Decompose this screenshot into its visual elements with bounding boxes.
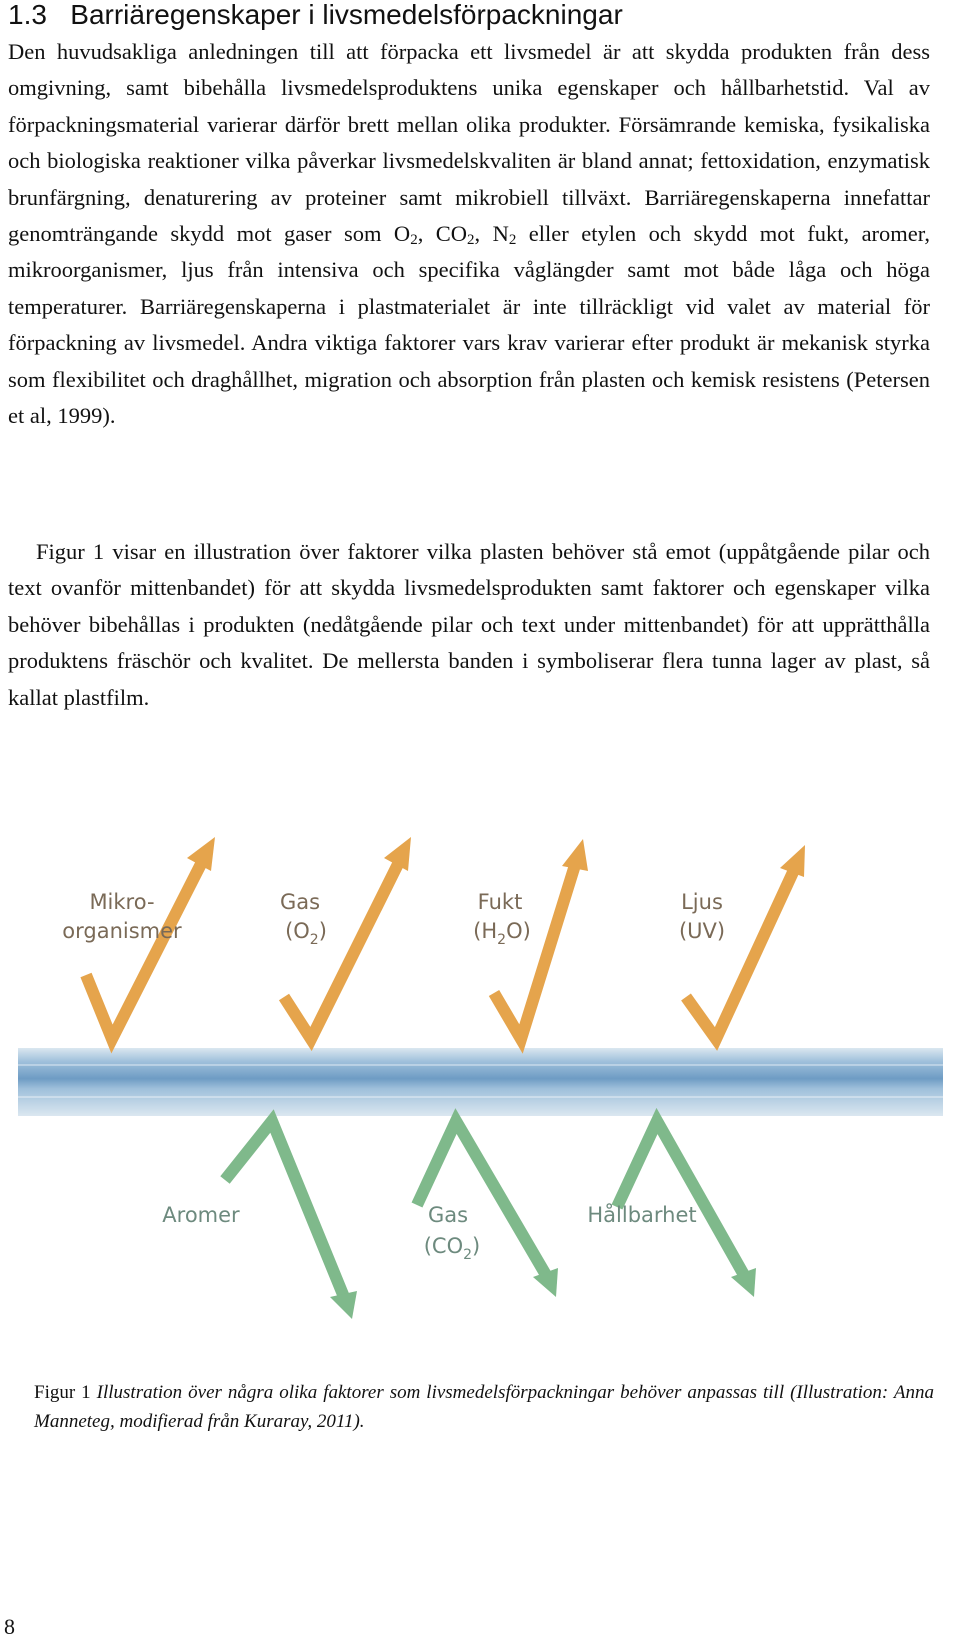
caption-label: Figur 1 bbox=[34, 1382, 91, 1403]
label-ljus-uv: Ljus bbox=[681, 890, 723, 914]
subscript: 2 bbox=[410, 232, 418, 249]
paragraph-text: eller etylen och skydd mot fukt, aromer, mikroorganismer, ljus från intensiva och specifika våglängder samt mot både låga och höga temperaturer. Barriäregenskaperna i plastmaterialet är inte tillräckligt vid valet av material för förpackning av livsmedel. Andra viktiga faktorer vars krav varierar efter produkt är mekanisk styrka som flexibilitet och draghållhet, migration och absorption från plasten och kemisk resistens (Petersen et al, 1999). bbox=[8, 221, 930, 429]
subscript: 2 bbox=[467, 232, 475, 249]
barrier-illustration bbox=[0, 825, 960, 1330]
section-heading bbox=[8, 0, 948, 32]
label-mikroorganismer: Mikro- bbox=[89, 890, 155, 914]
illustration-svg bbox=[0, 825, 960, 1330]
page-number: 8 bbox=[4, 1614, 15, 1639]
label-gas-co2: Gas bbox=[427, 1203, 469, 1227]
figure-caption bbox=[34, 1378, 934, 1436]
paragraph-text: , N bbox=[474, 221, 509, 247]
body-paragraph-2: Figur 1 visar en illustration över faktorer vilka plasten behöver stå emot (uppåtgående pilar och text ovanför mittenbandet) för att skydda livsmedelsprodukten samt faktorer och egenskaper vilka behöver bibehållas i produkten (nedåtgående pilar och text under mittenbandet) för att upprätthålla produktens fräschör och kvalitet. De mellersta banden i symboliserar flera tunna lager av plast, så kallat plastfilm. bbox=[8, 539, 930, 710]
paragraph-text: , CO bbox=[417, 221, 468, 247]
label-gas-co2-line2: $(CO_2)$ bbox=[423, 1234, 481, 1263]
label-fukt-h2o: Fukt bbox=[477, 890, 523, 914]
label-hallbarhet: Hållbarhet bbox=[587, 1203, 697, 1227]
arrow-gas-o2 bbox=[284, 860, 400, 1039]
body-paragraph-1 bbox=[8, 34, 930, 434]
arrow-mikroorganismer bbox=[86, 860, 203, 1039]
arrow-hallbarhet bbox=[617, 1121, 744, 1275]
label-gas-o2-line2: $(O_2)$ bbox=[285, 919, 327, 948]
label-aromer: Aromer bbox=[162, 1203, 240, 1227]
label-mikroorganismer-line2: organismer bbox=[62, 919, 182, 943]
label-gas-o2: Gas bbox=[279, 890, 321, 914]
caption-text: Illustration över några olika faktorer som livsmedelsförpackningar behöver anpassas till (Illustration: Anna Manneteg, modifierad från Kuraray, 2011). bbox=[34, 1382, 934, 1432]
plastic-film-band bbox=[18, 1048, 943, 1116]
subscript: 2 bbox=[508, 232, 517, 249]
section-number: 1.3 bbox=[8, 0, 47, 30]
arrow-aromer bbox=[225, 1121, 344, 1297]
section-title: Barriäregenskaper i livsmedelsförpackningar bbox=[70, 0, 623, 30]
label-ljus-uv-line2: (UV) bbox=[678, 919, 726, 943]
arrow-ljus-uv-head bbox=[780, 845, 805, 877]
paragraph-text: Den huvudsakliga anledningen till att förpacka ett livsmedel är att skydda produkten från dess omgivning, samt bibehålla livsmedelsproduktens unika egenskaper och hållbarhetstid. Val av förpackningsmaterial varierar därför brett mellan olika produkter. Försämrande kemiska, fysikaliska och biologiska reaktioner vilka påverkar livsmedelskvaliten är bland annat; fettoxidation, enzymatisk brunfärgning, denaturering av proteiner samt mikrobiell tillväxt. Barriäregenskaperna innefattar genomträngande skydd mot gaser som O bbox=[8, 39, 930, 247]
arrow-aromer-head bbox=[330, 1291, 357, 1319]
label-fukt-h2o-line2: $(H_2O)$ bbox=[473, 919, 531, 948]
arrow-fukt-h2o-head bbox=[562, 839, 588, 871]
